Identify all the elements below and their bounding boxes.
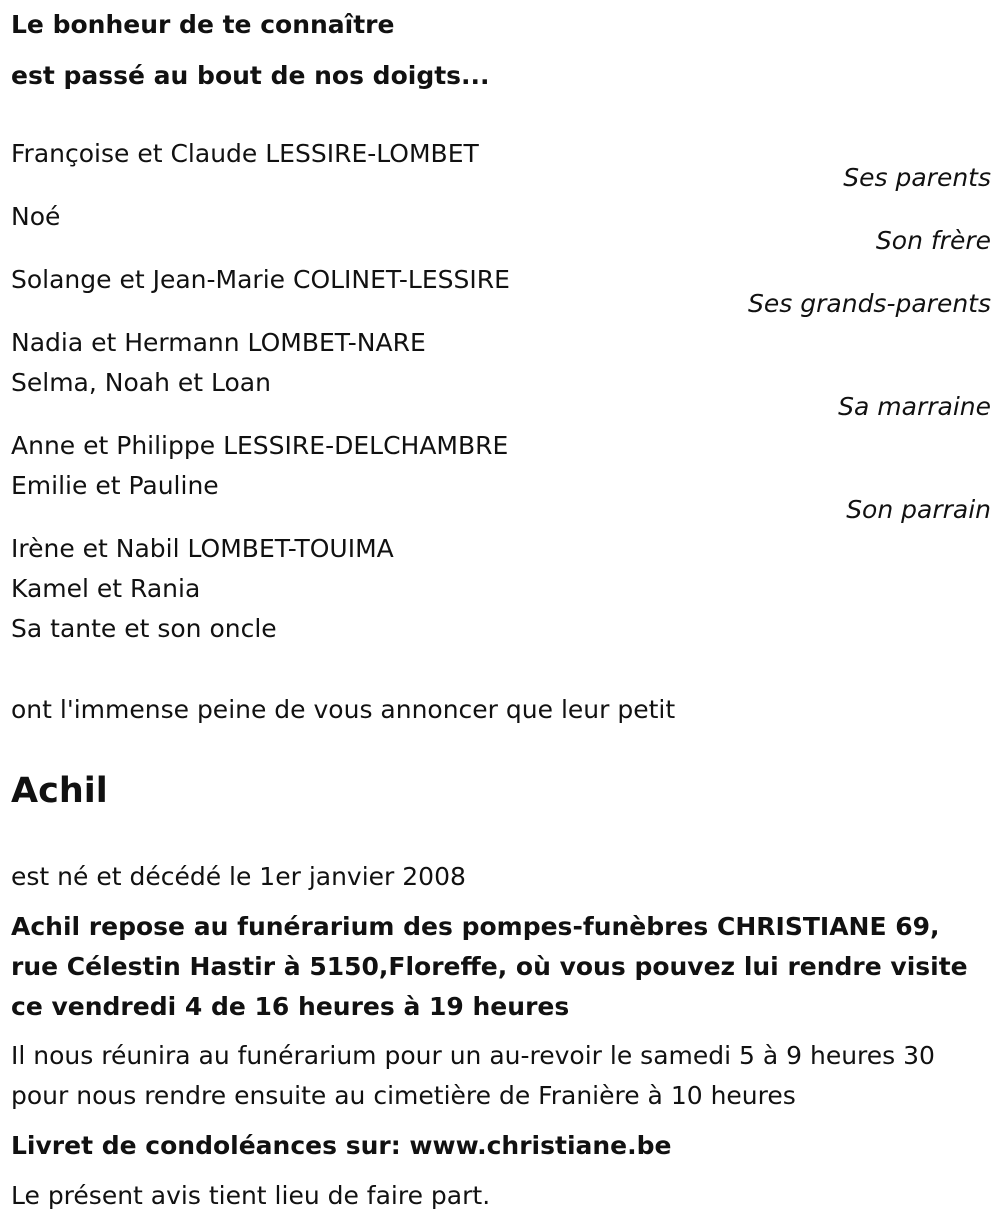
godfather-names: Anne et Philippe LESSIRE-DELCHAMBRE [11, 431, 509, 460]
aunt-role: Sa tante et son oncle [11, 614, 277, 643]
intro-line-2: est passé au bout de nos doigts... [11, 61, 490, 90]
brother-role: Son frère [875, 226, 991, 255]
godmother-children: Selma, Noah et Loan [11, 368, 271, 397]
aunt-names: Irène et Nabil LOMBET-TOUIMA [11, 534, 394, 563]
parents-names: Françoise et Claude LESSIRE-LOMBET [11, 139, 479, 168]
ceremony-info: Il nous réunira au funérarium pour un au-revoir le samedi 5 à 9 heures 30 pour nous rendre ensuite au cimetière de Franière à 10 heures [11, 1041, 935, 1110]
godmother-role: Sa marraine [838, 392, 991, 421]
godfather-children: Emilie et Pauline [11, 471, 219, 500]
parents-role: Ses parents [843, 163, 991, 192]
grandparents-names: Solange et Jean-Marie COLINET-LESSIRE [11, 265, 510, 294]
aunt-children: Kamel et Rania [11, 574, 201, 603]
intro-line-1: Le bonheur de te connaître [11, 10, 395, 39]
godmother-names: Nadia et Hermann LOMBET-NARE [11, 328, 426, 357]
condolences-link: Livret de condoléances sur: www.christiane.be [11, 1131, 672, 1160]
announcement-text: ont l'immense peine de vous annoncer que leur petit [11, 695, 676, 724]
birth-death-dates: est né et décédé le 1er janvier 2008 [11, 862, 466, 891]
grandparents-role: Ses grands-parents [748, 289, 991, 318]
deceased-name: Achil [11, 771, 108, 811]
godfather-role: Son parrain [846, 495, 991, 524]
visitation-info: Achil repose au funérarium des pompes-funèbres CHRISTIANE 69, rue Célestin Hastir à 5150,Floreffe, où vous pouvez lui rendre visite ce vendredi 4 de 16 heures à 19 heures [11, 912, 968, 1021]
brother-name: Noé [11, 202, 61, 231]
closing-note: Le présent avis tient lieu de faire part. [11, 1181, 491, 1210]
